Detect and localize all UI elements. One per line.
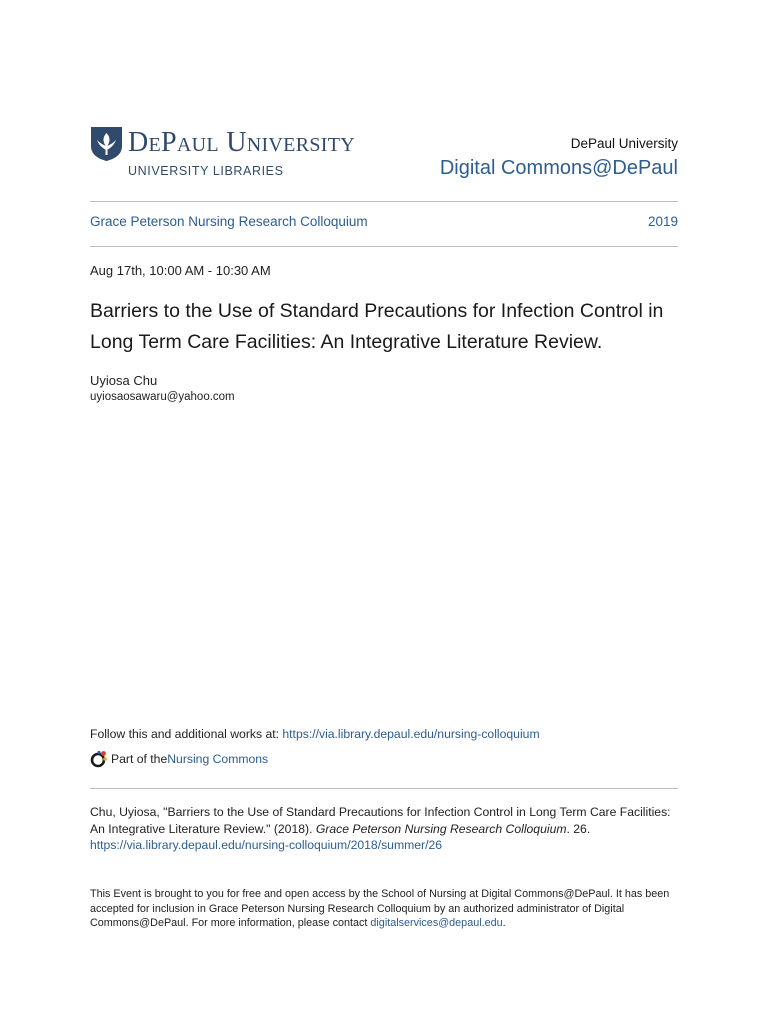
commons-network-icon [90,750,108,768]
logo-wordmark: DePaul University [128,127,355,158]
access-notice [90,887,680,931]
contact-email-link[interactable]: digitalservices@depaul.edu [370,917,503,929]
part-of-label: Part of the [111,752,168,766]
follow-label: Follow this and additional works at: [90,727,283,741]
part-of-line [90,750,268,768]
depaul-seal-icon [90,126,123,162]
depaul-library-logo[interactable] [90,126,370,182]
citation-url-link[interactable]: https://via.library.depaul.edu/nursing-colloquium/2018/summer/26 [90,838,443,852]
author-email: uyiosaosawaru@yahoo.com [90,391,235,403]
follow-url-link[interactable]: https://via.library.depaul.edu/nursing-colloquium [282,727,540,741]
citation-journal: Grace Peterson Nursing Research Colloquium [315,821,567,836]
year-link[interactable]: 2019 [647,214,678,229]
nursing-commons-link[interactable]: Nursing Commons [167,752,269,766]
citation-text: Chu, Uyiosa, "Barriers to the Use of Standard Precautions for Infection Control in Long Term Care Facilities: An Integrative Literature Review." (2018). [90,805,671,836]
event-datetime: Aug 17th, 10:00 AM - 10:30 AM [90,263,271,278]
institution-name: DePaul University [570,136,678,151]
repository-link[interactable]: Digital Commons@DePaul [439,157,678,179]
notice-text: This Event is brought to you for free and open access by the School of Nursing at Digital Commons@DePaul. It has been accepted for inclusion in Grace Peterson Nursing Research Colloquium by an authorized administrator of Digital Commons@DePaul. For more information, please contact [90,888,670,929]
series-link[interactable]: Grace Peterson Nursing Research Colloquium [90,214,368,229]
notice-end: . [502,917,506,929]
event-title: Barriers to the Use of Standard Precautions for Infection Control in Long Term Care Facilities: An Integrative Literature Review. [90,300,664,353]
recommended-citation [90,804,680,854]
divider-top [90,201,678,202]
author-name: Uyiosa Chu [90,373,158,388]
citation-number: . 26. [566,821,591,836]
follow-line [90,727,540,741]
logo-subtitle: UNIVERSITY LIBRARIES [128,164,284,178]
divider-citation [90,788,678,789]
divider-breadcrumb [90,246,678,247]
